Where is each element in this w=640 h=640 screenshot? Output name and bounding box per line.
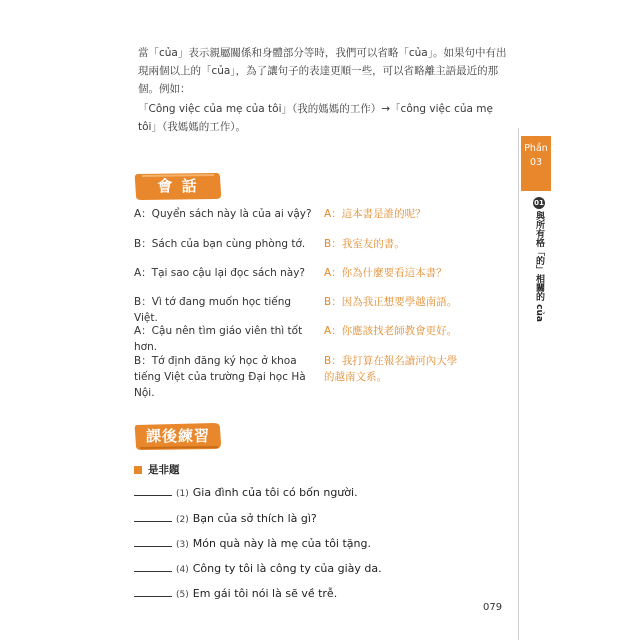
dialogue-chinese: B：我室友的書。 [324,238,405,250]
exercise-heading-text: 是非題 [148,464,180,476]
exercise-badge-label: 課後練習 [145,427,210,445]
exercise-item [134,560,382,575]
answer-blank[interactable] [134,535,172,547]
exercise-item [134,585,337,600]
dialogue-vietnamese: A：Quyển sách này là của ai vậy? [134,208,312,220]
chapter-title-vertical [526,197,548,322]
intro-paragraph-2: 「Công việc của mẹ của tôi」（我的媽媽的工作）→「công việc của mẹ tôi」（我媽媽的工作）。 [138,103,493,133]
intro-paragraph-1: 當「của」表示親屬關係和身體部分等時，我們可以省略「của」。如果句中有出現兩個以上的「của」，為了讓句子的表達更順一些，可以省略離主語最近的那個。例如： [138,47,507,95]
part-tab [521,136,551,191]
item-number: (4) [176,565,189,575]
dialogue-chinese: A：這本書是誰的呢？ [324,208,426,220]
part-number: 03 [529,157,543,168]
item-text: Gia đình của tôi có bốn người. [192,486,358,499]
item-number: (5) [176,590,189,600]
item-text: Bạn của sở thích là gì? [192,512,317,525]
exercise-item [134,535,371,550]
dialogue-vietnamese: B：Vì tớ đang muốn học tiếng Việt. [134,296,292,324]
answer-blank[interactable] [134,484,172,496]
dialogue-chinese: A：你為什麼要看這本書？ [324,267,447,279]
conversation-badge-label: 會 話 [157,177,199,195]
dialogue-chinese: B：因為我正想要學越南語。 [324,296,458,308]
part-label: Phần [524,143,548,154]
answer-blank[interactable] [134,560,172,572]
exercise-badge [132,420,224,452]
dialogue-vietnamese: B：Tớ định đăng ký học ở khoa tiếng Việt của trường Đại học Hà Nội. [134,355,306,399]
exercise-heading [134,462,180,477]
item-number: (3) [176,540,189,550]
item-number: (2) [176,515,189,525]
item-number: (1) [176,489,189,499]
answer-blank[interactable] [134,510,172,522]
dialogue-vietnamese: B：Sách của bạn cùng phòng tớ. [134,238,306,250]
square-bullet-icon [134,466,142,474]
dialogue-chinese: A：你應該找老師教會更好。 [324,325,458,337]
exercise-item [134,484,358,499]
item-text: Món quà này là mẹ của tôi tặng. [192,537,371,550]
chapter-title: 與所有格「的」相關的 của [534,211,544,322]
conversation-badge [132,170,224,202]
exercise-item [134,510,317,525]
dialogue-chinese: B：我打算在報名讀河內大學的越南文系。 [324,355,458,383]
item-text: Công ty tôi là công ty của giày da. [192,562,382,575]
page-number: 079 [483,602,503,613]
answer-blank[interactable] [134,585,172,597]
dialogue-vietnamese: A：Cậu nên tìm giáo viên thì tốt hơn. [134,325,303,353]
sidebar-divider [518,128,519,640]
item-text: Em gái tôi nói là sẽ về trễ. [192,587,338,600]
dialogue-vietnamese: A：Tại sao cậu lại đọc sách này? [134,267,306,279]
chapter-number: 01 [534,199,544,207]
